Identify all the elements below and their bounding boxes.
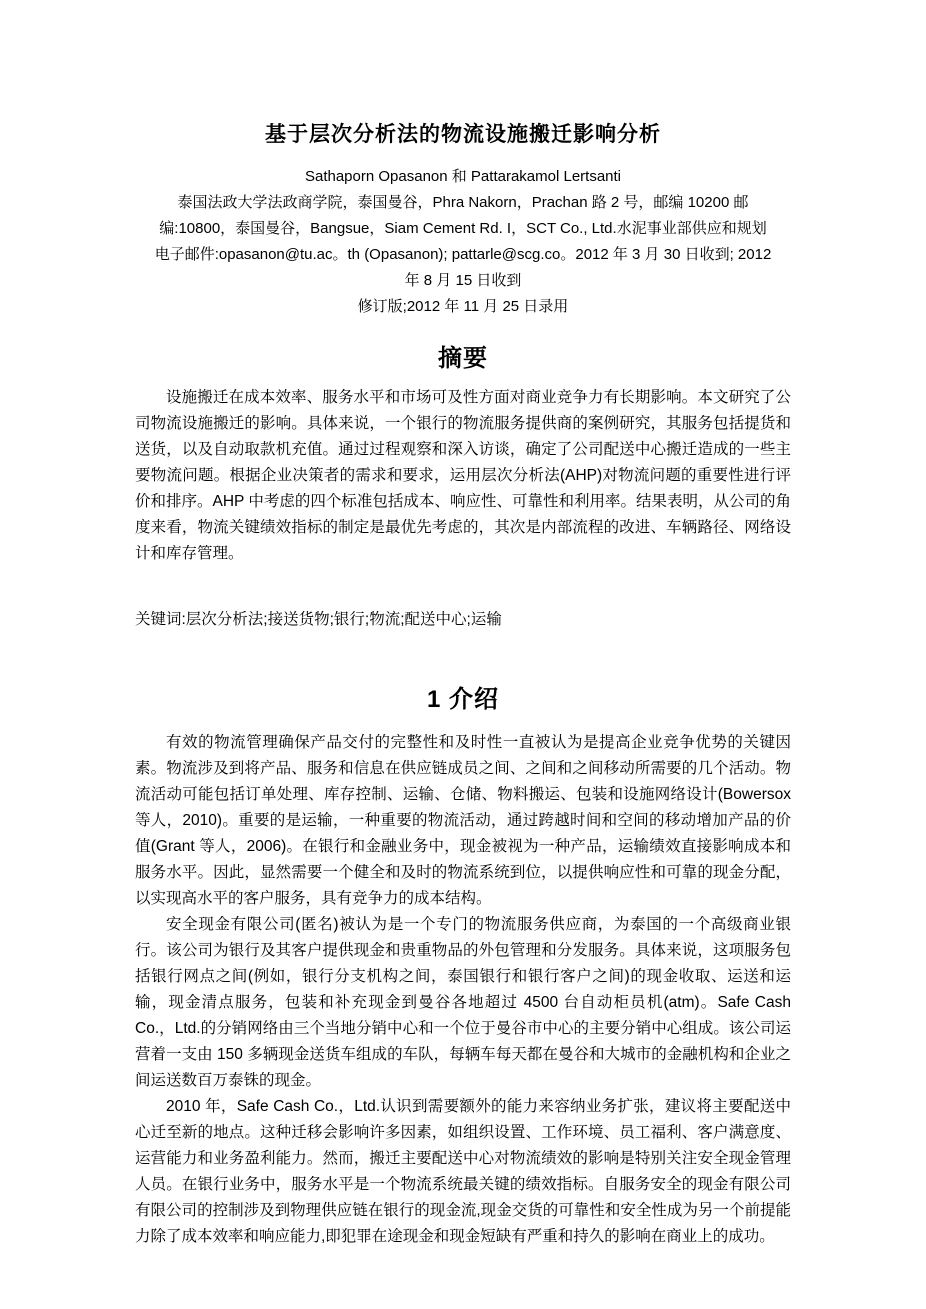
intro-paragraph-3: 2010 年，Safe Cash Co.，Ltd.认识到需要额外的能力来容纳业务扩张，建议将主要配送中心迁至新的地点。这种迁移会影响许多因素，如组织设置、工作环境、员工福利、客户满意度、运营能力和业务盈利能力。然而，搬迁主要配送中心对物流绩效的影响是特别关注安全现金管理人员。在银行业务中，服务水平是一个物流系统最关键的绩效指标。自服务安全的现金有限公司有限公司的控制涉及到物理供应链在银行的现金流,现金交货的可靠性和安全性成为另一个前提能力除了成本效率和响应能力,即犯罪在途现金和现金短缺有严重和持久的影响在商业上的成功。 <box>135 1098 791 1245</box>
section-1-heading: 1 介绍 <box>426 686 499 713</box>
affiliation-line-4: 年 8 月 15 日收到 <box>404 272 522 289</box>
keywords-line: 关键词:层次分析法;接送货物;银行;物流;配送中心;运输 <box>135 611 502 628</box>
intro-paragraph-1: 有效的物流管理确保产品交付的完整性和及时性一直被认为是提高企业竞争优势的关键因素。物流涉及到将产品、服务和信息在供应链成员之间、之间和之间移动所需要的几个活动。物流活动可能包括订单处理、库存控制、运输、仓储、物料搬运、包装和设施网络设计(Bowersox 等人，2010)。重要的是运输，一种重要的物流活动，通过跨越时间和空间的移动增加产品的价值(Grant 等人，2006)。在银行和金融业务中，现金被视为一种产品，运输绩效直接影响成本和服务水平。因此，显然需要一个健全和及时的物流系统到位，以提供响应性和可靠的现金分配，以实现高水平的客户服务，具有竞争力的成本结构。 <box>135 734 791 907</box>
abstract-text: 设施搬迁在成本效率、服务水平和市场可及性方面对商业竞争力有长期影响。本文研究了公司物流设施搬迁的影响。具体来说，一个银行的物流服务提供商的案例研究，其服务包括提货和送货，以及自动取款机充值。通过过程观察和深入访谈，确定了公司配送中心搬迁造成的一些主要物流问题。根据企业决策者的需求和要求，运用层次分析法(AHP)对物流问题的重要性进行评价和排序。AHP 中考虑的四个标准包括成本、响应性、可靠性和利用率。结果表明，从公司的角度来看，物流关键绩效指标的制定是最优先考虑的，其次是内部流程的改进、车辆路径、网络设计和库存管理。 <box>135 389 791 562</box>
abstract-heading: 摘要 <box>438 345 488 372</box>
affiliation-line-3: 电子邮件:opasanon@tu.ac。th (Opasanon); pattarle@scg.co。2012 年 3 月 30 日收到; 2012 <box>154 246 772 263</box>
affiliation-line-2: 编:10800，泰国曼谷，Bangsue，Siam Cement Rd. I，SCT Co., Ltd.水泥事业部供应和规划 <box>159 220 767 237</box>
affiliation-block <box>135 190 791 320</box>
affiliation-line-1: 泰国法政大学法政商学院，泰国曼谷，Phra Nakorn，Prachan 路 2 号，邮编 10200 邮 <box>177 194 749 211</box>
document-content <box>135 118 791 1250</box>
paper-title: 基于层次分析法的物流设施搬迁影响分析 <box>265 123 661 146</box>
authors-line: Sathaporn Opasanon 和 Pattarakamol Lertsanti <box>304 168 622 185</box>
intro-paragraph-2: 安全现金有限公司(匿名)被认为是一个专门的物流服务供应商，为泰国的一个高级商业银行。该公司为银行及其客户提供现金和贵重物品的外包管理和分发服务。具体来说，这项服务包括银行网点之间(例如，银行分支机构之间，泰国银行和银行客户之间)的现金收取、运送和运输，现金清点服务，包装和补充现金到曼谷各地超过 4500 台自动柜员机(atm)。Safe Cash Co.，Ltd.的分销网络由三个当地分销中心和一个位于曼谷市中心的主要分销中心组成。该公司运营着一支由 150 多辆现金送货车组成的车队，每辆车每天都在曼谷和大城市的金融机构和企业之间运送数百万泰铢的现金。 <box>135 916 791 1089</box>
affiliation-line-5: 修订版;2012 年 11 月 25 日录用 <box>357 298 569 315</box>
